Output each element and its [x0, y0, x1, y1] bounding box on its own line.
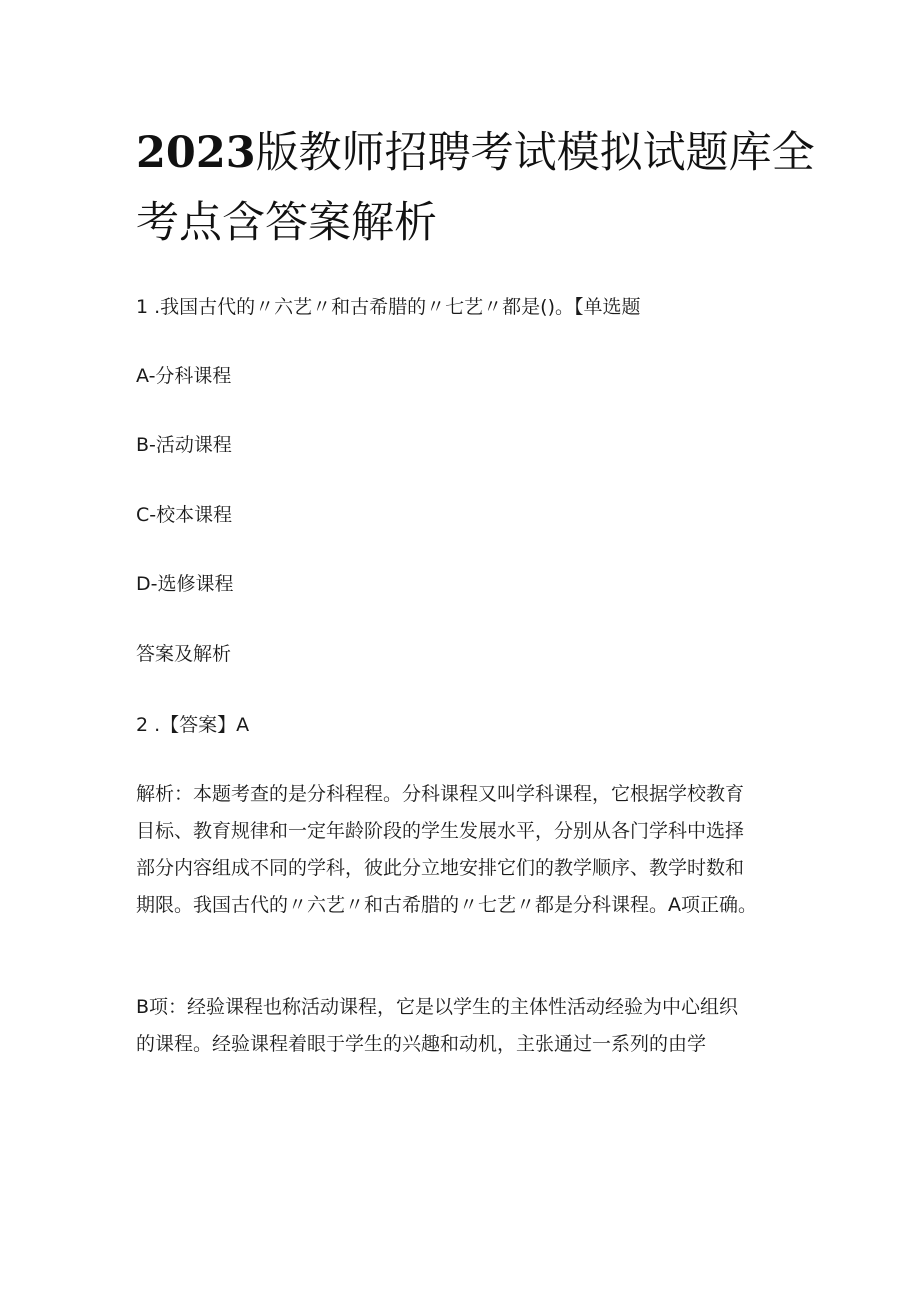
option-a: A-分科课程	[136, 365, 232, 387]
title-line-2: 考点含答案解析	[136, 198, 437, 248]
explanation-paragraph	[136, 776, 796, 924]
document-title	[136, 118, 815, 258]
title-year: 2023	[136, 128, 256, 178]
title-line-1	[136, 118, 815, 188]
option-c: C-校本课程	[136, 504, 233, 526]
answer-heading: 答案及解析	[136, 643, 232, 665]
question-1-stem: 1 .我国古代的〃六艺〃和古希腊的〃七艺〃都是()。【单选题	[136, 296, 641, 318]
option-b: B-活动课程	[136, 434, 232, 456]
explanation-line: 期限。我国古代的〃六艺〃和古希腊的〃七艺〃都是分科课程。A项正确。	[136, 894, 757, 916]
title-line-1-text: 版教师招聘考试模拟试题库全	[255, 128, 815, 178]
explanation-line: 部分内容组成不同的学科，彼此分立地安排它们的教学顺序、教学时数和	[136, 857, 745, 879]
option-b-analysis-line: 的课程。经验课程着眼于学生的兴趣和动机，主张通过一系列的由学	[136, 1033, 707, 1055]
option-d: D-选修课程	[136, 573, 234, 595]
explanation-line: 目标、教育规律和一定年龄阶段的学生发展水平，分别从各门学科中选择	[136, 820, 745, 842]
answer-line: 2 .【答案】A	[136, 714, 250, 736]
option-b-analysis-paragraph	[136, 989, 796, 1063]
option-b-analysis-line: B项：经验课程也称活动课程，它是以学生的主体性活动经验为中心组织	[136, 996, 739, 1018]
explanation-line: 解析：本题考查的是分科程程。分科课程又叫学科课程，它根据学校教育	[136, 783, 745, 805]
